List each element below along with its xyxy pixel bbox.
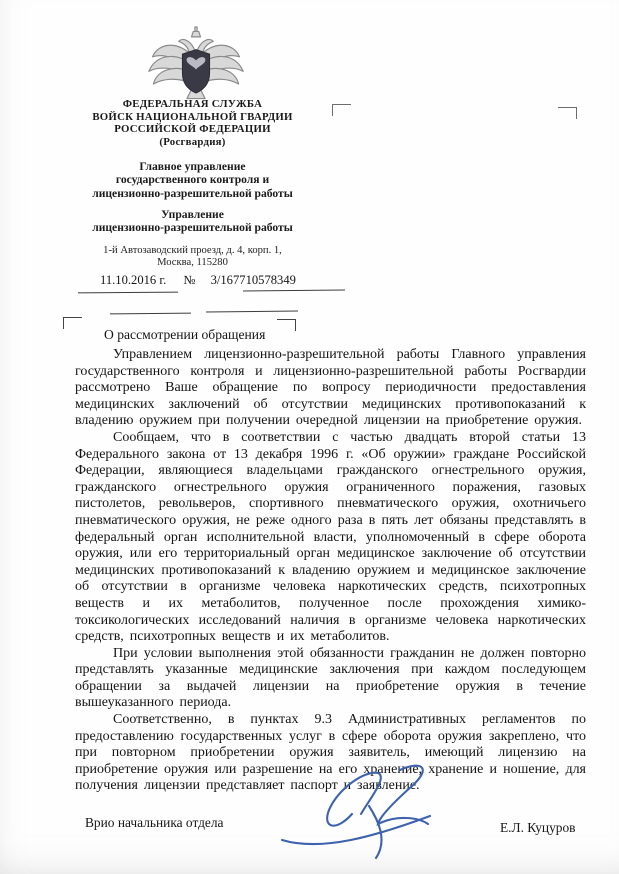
subject-zone-corner-mark-left bbox=[63, 317, 82, 329]
outgoing-number: 3/167710578349 bbox=[210, 273, 296, 287]
number-sign: № bbox=[183, 273, 196, 287]
recipient-zone-corner-mark-right bbox=[558, 107, 577, 119]
department-block-main-directorate bbox=[40, 160, 345, 200]
dept-line: Главное управление bbox=[139, 160, 246, 173]
org-line: ФЕДЕРАЛЬНАЯ СЛУЖБА bbox=[122, 98, 263, 110]
department-block-directorate bbox=[40, 208, 345, 235]
paragraph: Соответственно, в пунктах 9.3 Административных регламентов по предоставлению государственных услуг в сфере оборота оружия закреплено, что при повторном приобретении оружия заявитель, имеющий лицензию на приобретение оружия или разрешение на его хранение, хранение и ношение, для получения лицензии представляет паспорт и заявление. bbox=[75, 712, 586, 794]
dept-line: лицензионно-разрешительной работы bbox=[92, 221, 293, 235]
letter-body bbox=[75, 347, 586, 795]
org-name-block bbox=[40, 98, 345, 148]
paragraph: Сообщаем, что в соответствии с частью двадцать второй статьи 13 Федерального закона от 13 декабря 1996 г. «Об оружии» граждане Российской Федерации, являющиеся владельцами гражданского огнестрельного оружия, гражданского огнестрельного оружия ограниченного поражения, газовых пистолетов, револьверов, спортивного пневматического оружия, охотничьего пневматического оружия, не реже одного раза в пять лет обязаны представлять в федеральный орган исполнительной власти, уполномоченный в сфере оборота оружия, или его территориальный орган медицинское заключение об отсутствии медицинских противопоказаний к владению оружием и медицинское заключение об отсутствии в организме человека наркотических средств, психотропных веществ и их метаболитов, полученное после прохождения химико-токсикологических исследований наличия в организме человека наркотических средств, психотропных веществ и их метаболитов. bbox=[75, 429, 586, 645]
date-and-number-line bbox=[100, 273, 380, 288]
date-underline bbox=[78, 292, 178, 294]
reference-blank-line bbox=[110, 313, 191, 315]
signer-name: Е.Л. Куцуров bbox=[500, 820, 576, 835]
org-line: ВОЙСК НАЦИОНАЛЬНОЙ ГВАРДИИ bbox=[92, 110, 293, 123]
dept-line: государственного контроля и bbox=[115, 173, 270, 187]
dept-line: лицензионно-разрешительной работы bbox=[92, 186, 293, 200]
rosgvardia-emblem-eagle-icon bbox=[137, 26, 255, 104]
signer-position-title: Врио начальника отдела bbox=[85, 815, 224, 830]
subject-zone-corner-mark-right bbox=[277, 319, 296, 331]
reference-blank-line bbox=[206, 311, 298, 313]
dept-line: Управление bbox=[161, 208, 224, 221]
letter-subject: О рассмотрении обращения bbox=[104, 327, 266, 342]
number-underline bbox=[243, 289, 345, 291]
recipient-zone-corner-mark-left bbox=[332, 104, 351, 116]
address-line: 1-й Автозаводский проезд, д. 4, корп. 1, bbox=[103, 245, 282, 256]
org-address-block bbox=[40, 245, 345, 269]
paragraph: Управлением лицензионно-разрешительной работы Главного управления государственного контроля и лицензионно-разрешительной работы Росгвардии рассмотрено Ваше обращение по вопросу периодичности предоставления медицинских заключений об отсутствии медицинских противопоказаний к владению оружием при получении очередной лицензии на приобретение оружия. bbox=[75, 347, 586, 429]
org-short-name: (Росгвардия) bbox=[159, 135, 226, 148]
address-line: Москва, 115280 bbox=[157, 256, 228, 268]
letter-date: 11.10.2016 г. bbox=[100, 273, 167, 287]
org-line: РОССИЙСКОЙ ФЕДЕРАЦИИ bbox=[114, 123, 271, 136]
paragraph: При условии выполнения этой обязанности гражданин не должен повторно представлять указанные медицинские заключения при каждом последующем обращении за выдачей лицензии на приобретение оружия в течение вышеуказанного периода. bbox=[75, 645, 586, 711]
handwritten-signature bbox=[272, 760, 468, 866]
